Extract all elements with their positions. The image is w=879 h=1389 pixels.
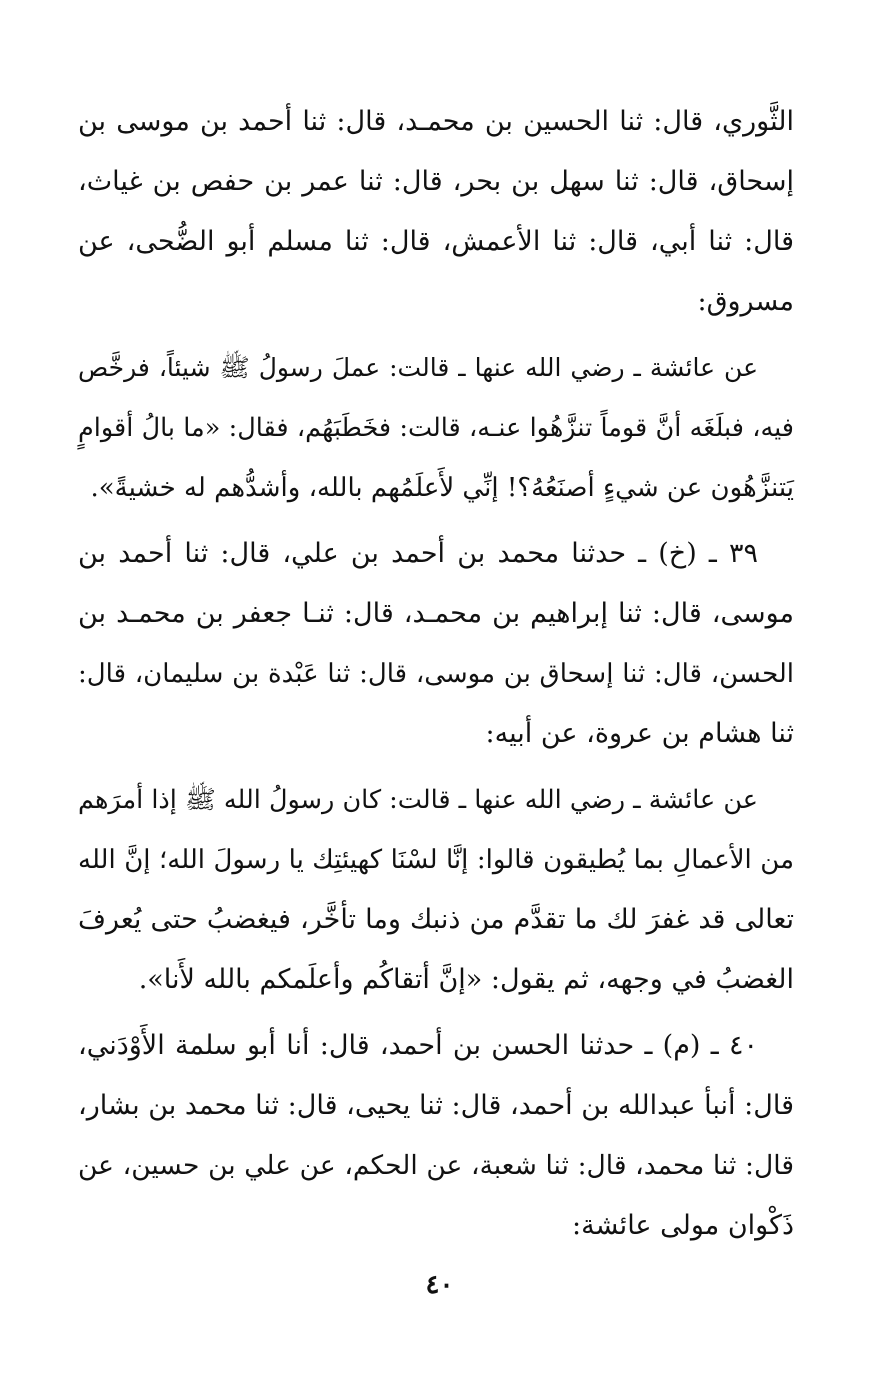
text-line: يَتنزَّهُون عن شيءٍ أصنَعُهُ؟! إنِّي لأَعلَمُهم بالله، وأشدُّهم له خشيةً». [90, 473, 794, 503]
text-line: قال: ثنا أبي، قال: ثنا الأعمش، قال: ثنا مسلم أبو الضُّحى، عن [78, 226, 794, 257]
text-line: قال: ثنا محمد، قال: ثنا شعبة، عن الحكم، عن علي بن حسين، عن [78, 1150, 794, 1181]
paragraph-hadith-40-isnad [78, 1016, 794, 1256]
text-line: ثنا هشام بن عروة، عن أبيه: [485, 718, 794, 749]
paragraph-hadith-39-isnad [78, 524, 794, 764]
paragraph-isnad-1 [78, 92, 794, 332]
text-line: عن عائشة ـ رضي الله عنها ـ قالت: عملَ رسولُ ﷺ شيئاً، فرخَّص [78, 353, 758, 382]
text-line: تعالى قد غفرَ لك ما تقدَّم من ذنبك وما تأخَّر، فيغضبُ حتى يُعرفَ [78, 904, 794, 935]
text-line: فيه، فبلَغَه أنَّ قوماً تنزَّهُوا عنـه، قالت: فخَطَبَهُم، فقال: «ما بالُ أقوامٍ [78, 413, 795, 443]
text-line: الغضبُ في وجهه، ثم يقول: «إنَّ أتقاكُم وأعلَمكم بالله لأَنا». [138, 964, 794, 995]
text-line: مسروق: [697, 286, 794, 317]
text-line: ٣٩ ـ (خ) ـ حدثنا محمد بن أحمد بن علي، قال: ثنا أحمد بن [78, 538, 758, 569]
paragraph-hadith-39-matn [78, 770, 794, 1010]
text-line: قال: أنبأ عبدالله بن أحمد، قال: ثنا يحيى، قال: ثنا محمد بن بشار، [78, 1090, 794, 1121]
text-line: من الأعمالِ بما يُطيقون قالوا: إنَّا لسْنَا كهيئتِك يا رسولَ الله؛ إنَّ الله [78, 845, 794, 875]
page-number: ٤٠ [425, 1270, 454, 1300]
text-line: الثَّوري، قال: ثنا الحسين بن محمـد، قال: ثنا أحمد بن موسى بن [78, 106, 794, 137]
text-line: الحسن، قال: ثنا إسحاق بن موسى، قال: ثنا عَبْدة بن سليمان، قال: [78, 659, 794, 689]
text-line: موسى، قال: ثنا إبراهيم بن محمـد، قال: ثنـا جعفر بن محمـد بن [78, 598, 794, 629]
text-line: ذَكْوان مولى عائشة: [572, 1210, 794, 1241]
text-line: ٤٠ ـ (م) ـ حدثنا الحسن بن أحمد، قال: أنا أبو سلمة الأَوْدَني، [78, 1030, 758, 1061]
page-body [78, 92, 794, 1256]
text-line: عن عائشة ـ رضي الله عنها ـ قالت: كان رسولُ الله ﷺ إذا أمرَهم [78, 785, 758, 815]
paragraph-matn-1 [78, 338, 794, 518]
text-line: إسحاق، قال: ثنا سهل بن بحر، قال: ثنا عمر بن حفص بن غياث، [78, 166, 794, 197]
